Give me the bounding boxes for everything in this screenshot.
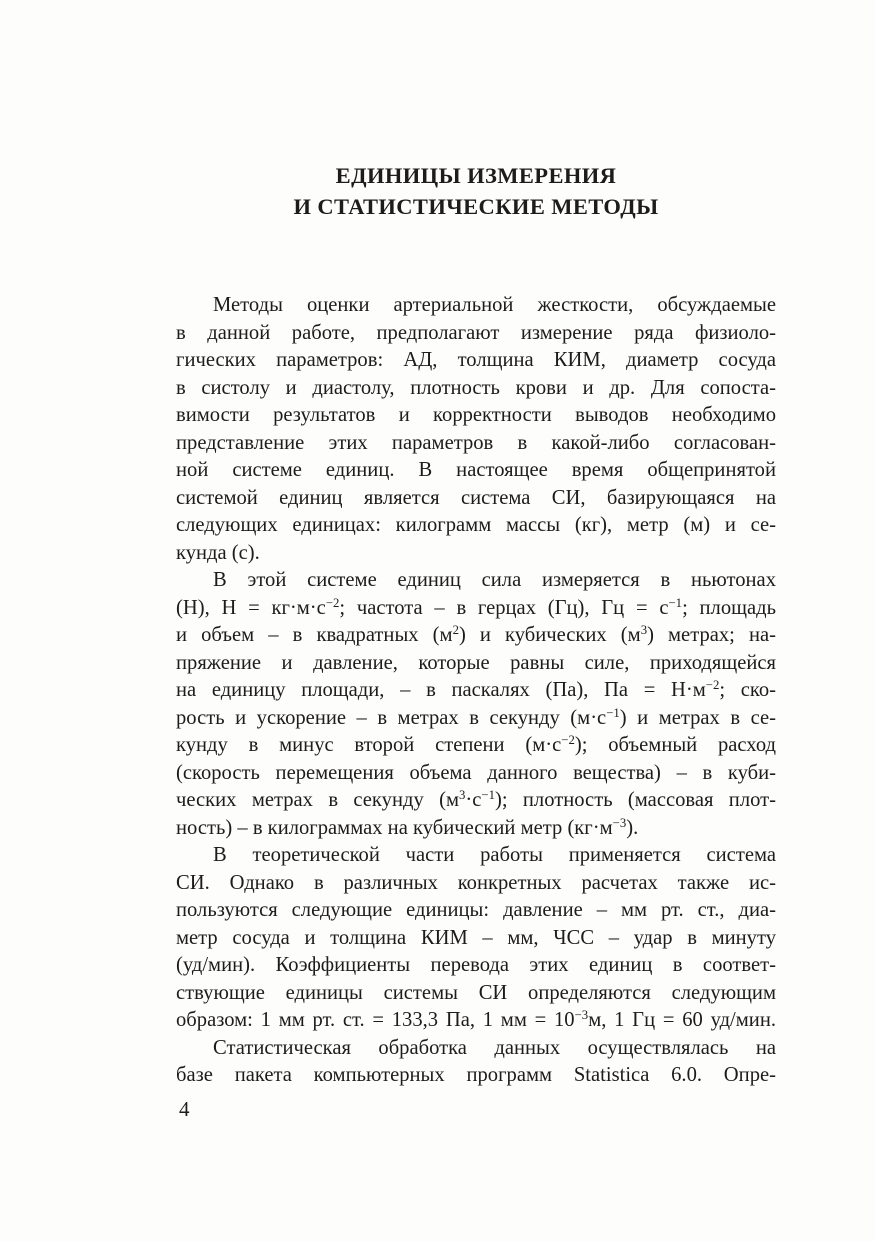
text-line: ствующие единицы системы СИ определяются следующим <box>176 981 776 1004</box>
page-number: 4 <box>179 1097 190 1121</box>
text-line: рость и ускорение – в метрах в секунду $(м\cdot с^{-1})$ и метрах в се- <box>176 705 776 729</box>
text-line: (скорость перемещения объема данного вещества) – в куби- <box>176 761 776 784</box>
title-line: И СТАТИСТИЧЕСКИЕ МЕТОДЫ <box>293 194 659 219</box>
text-line: и объем – в квадратных $(м^2)$ и кубических $(м^3)$ метрах; на- <box>176 622 776 646</box>
text-line: представление этих параметров в какой-либо согласован- <box>176 431 776 454</box>
text-line: пряжение и давление, которые равны силе, приходящейся <box>176 651 776 674</box>
text-line: СИ. Однако в различных конкретных расчетах также ис- <box>176 871 776 894</box>
text-line: метр сосуда и толщина КИМ – мм, ЧСС – удар в минуту <box>176 926 776 949</box>
text-line: системой единиц является система СИ, базирующаяся на <box>176 486 776 509</box>
document-title <box>176 160 776 222</box>
text-line: следующих единицах: килограмм массы (кг), метр (м) и се- <box>176 514 776 536</box>
text-line: В этой системе единиц сила измеряется в ньютонах <box>213 569 776 591</box>
text-line: Статистическая обработка данных осуществлялась на <box>213 1036 776 1059</box>
text-line: кунда (с). <box>176 541 260 564</box>
text-line: В теоретической части работы применяется система <box>213 844 776 866</box>
text-line: (Н), $Н = кг\cdot м\cdot с^{-2}$; частота – в герцах (Гц), Гц = $с^{-1}$; площадь <box>176 595 776 619</box>
text-line: базе пакета компьютерных программ Statistica 6.0. Опре- <box>176 1064 776 1086</box>
body-text <box>176 292 776 1090</box>
text-line: ной системе единиц. В настоящее время общепринятой <box>176 459 776 481</box>
text-line: ческих метрах в секунду $(м^3\cdot с^{-1})$; плотность (массовая плот- <box>176 787 776 811</box>
text-line: в данной работе, предполагают измерение ряда физиоло- <box>176 321 776 344</box>
text-line: кунду в минус второй степени $(м\cdot с^{-2})$; объемный расход <box>176 732 776 756</box>
text-line: (уд/мин). Коэффициенты перевода этих единиц в соответ- <box>176 954 776 976</box>
title-line: ЕДИНИЦЫ ИЗМЕРЕНИЯ <box>335 163 617 188</box>
text-line: вимости результатов и корректности выводов необходимо <box>176 404 776 426</box>
text-line: на единицу площади, – в паскалях (Па), Па = $Н\cdot м^{-2}$; ско- <box>176 677 776 701</box>
text-line: гических параметров: АД, толщина КИМ, диаметр сосуда <box>176 349 776 371</box>
text-line: в систолу и диастолу, плотность крови и др. Для сопоста- <box>176 376 776 399</box>
text-line: пользуются следующие единицы: давление – мм рт. ст., диа- <box>176 899 776 921</box>
text-line: образом: 1 мм рт. ст. = 133,3 Па, 1 мм = $10^{-3}м$, 1 Гц = 60 уд/мин. <box>176 1007 776 1031</box>
text-line: Методы оценки артериальной жесткости, обсуждаемые <box>213 294 776 316</box>
text-line: ность) – в килограммах на кубический метр $(кг\cdot м^{-3})$. <box>176 815 639 839</box>
